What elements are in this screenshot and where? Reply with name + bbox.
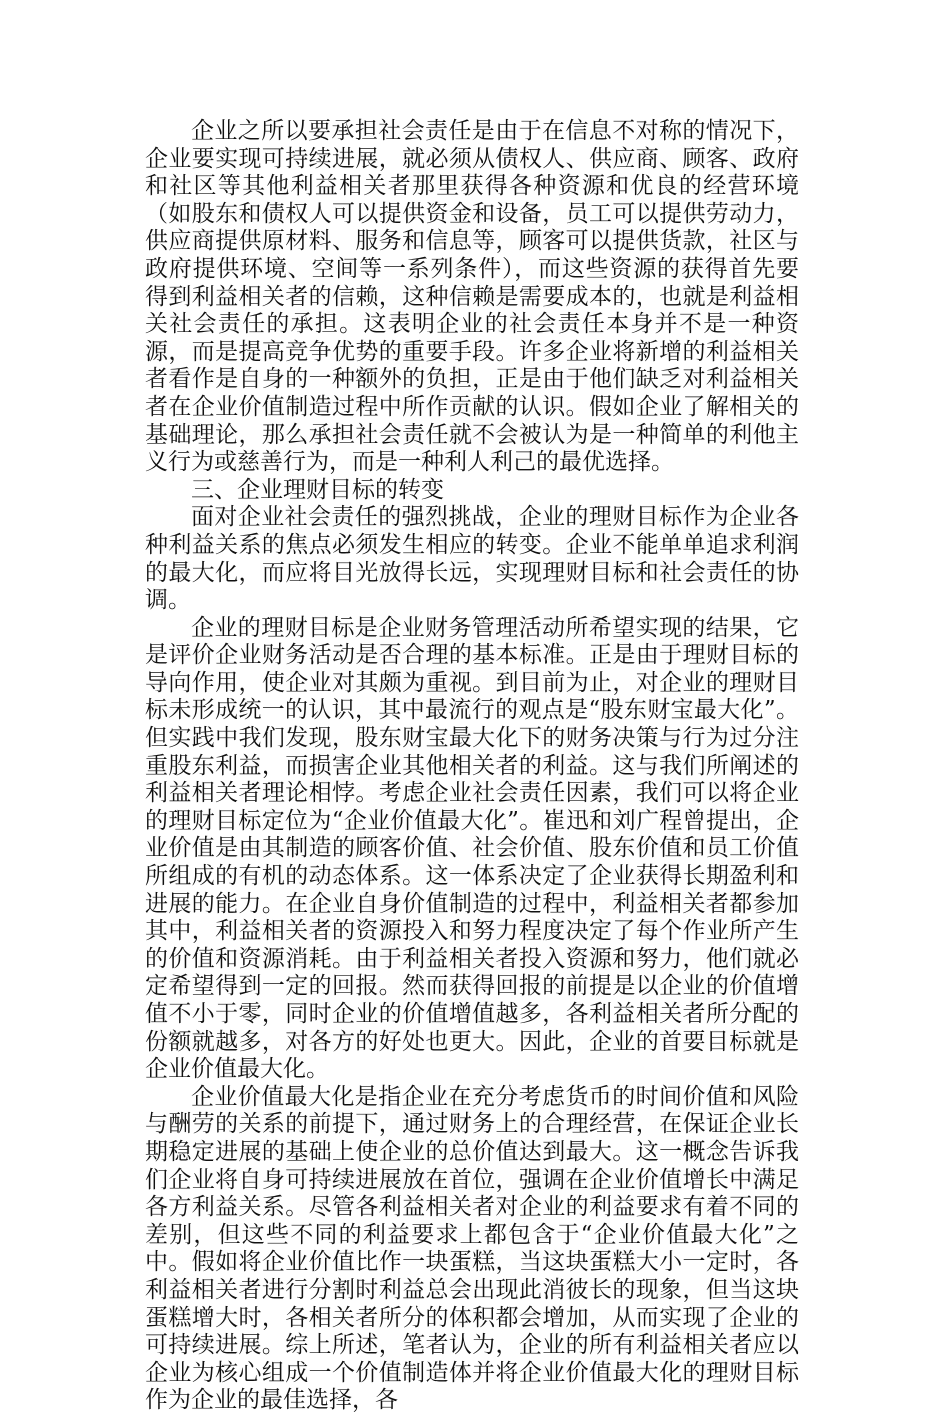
section-heading: 三、企业理财目标的转变 (191, 476, 444, 503)
paragraph-social-responsibility: 企业之所以要承担社会责任是由于在信息不对称的情况下，企业要实现可持续进展，就必须从债权人、供应商、顾客、政府和社区等其他利益相关者那里获得各种资源和优良的经营环境（如股东和债权人可以提供资金和设备，员工可以提供劳动力，供应商提供原材料、服务和信息等，顾客可以提供货款，社区与政府提供环境、空间等一系列条件），而这些资源的获得首先要得到利益相关者的信赖，这种信赖是需要成本的，也就是利益相关社会责任的承担。这表明企业的社会责任本身并不是一种资源，而是提高竞争优势的重要手段。许多企业将新增的利益相关者看作是自身的一种额外的负担，正是由于他们缺乏对利益相关者在企业价值制造过程中所作贡献的认识。假如企业了解相关的基础理论，那么承担社会责任就不会被认为是一种简单的利他主义行为或慈善行为，而是一种利人利己的最优选择。 (145, 118, 799, 476)
document-page (145, 118, 799, 1415)
paragraph-financial-goal: 企业的理财目标是企业财务管理活动所希望实现的结果，它是评价企业财务活动是否合理的基本标准。正是由于理财目标的导向作用，使企业对其颇为重视。到目前为止，对企业的理财目标未形成统一的认识，其中最流行的观点是“股东财宝最大化”。但实践中我们发现，股东财宝最大化下的财务决策与行为过分注重股东利益，而损害企业其他相关者的利益。这与我们所阐述的利益相关者理论相悖。考虑企业社会责任因素，我们可以将企业的理财目标定位为“企业价值最大化”。崔迅和刘广程曾提出，企业价值是由其制造的顾客价值、社会价值、股东价值和员工价值所组成的有机的动态体系。这一体系决定了企业获得长期盈利和进展的能力。在企业自身价值制造的过程中，利益相关者都参加其中，利益相关者的资源投入和努力程度决定了每个作业所产生的价值和资源消耗。由于利益相关者投入资源和努力，他们就必定希望得到一定的回报。然而获得回报的前提是以企业的价值增值不小于零，同时企业的价值增值越多，各利益相关者所分配的份额就越多，对各方的好处也更大。因此，企业的首要目标就是企业价值最大化。 (145, 614, 799, 1083)
paragraph-value-maximization: 企业价值最大化是指企业在充分考虑货币的时间价值和风险与酬劳的关系的前提下，通过财务上的合理经营，在保证企业长期稳定进展的基础上使企业的总价值达到最大。这一概念告诉我们企业将自身可持续进展放在首位，强调在企业价值增长中满足各方利益关系。尽管各利益相关者对企业的利益要求有着不同的差别，但这些不同的利益要求上都包含于“企业价值最大化”之中。假如将企业价值比作一块蛋糕，当这块蛋糕大小一定时，各利益相关者进行分割时利益总会出现此消彼长的现象，但当这块蛋糕增大时，各相关者所分的体积都会增加，从而实现了企业的可持续进展。综上所述，笔者认为，企业的所有利益相关者应以企业为核心组成一个价值制造体并将企业价值最大化的理财目标作为企业的最佳选择，各 (145, 1083, 799, 1414)
paragraph-challenge: 面对企业社会责任的强烈挑战，企业的理财目标作为企业各种利益关系的焦点必须发生相应的转变。企业不能单单追求利润的最大化，而应将目光放得长远，实现理财目标和社会责任的协调。 (145, 504, 799, 614)
